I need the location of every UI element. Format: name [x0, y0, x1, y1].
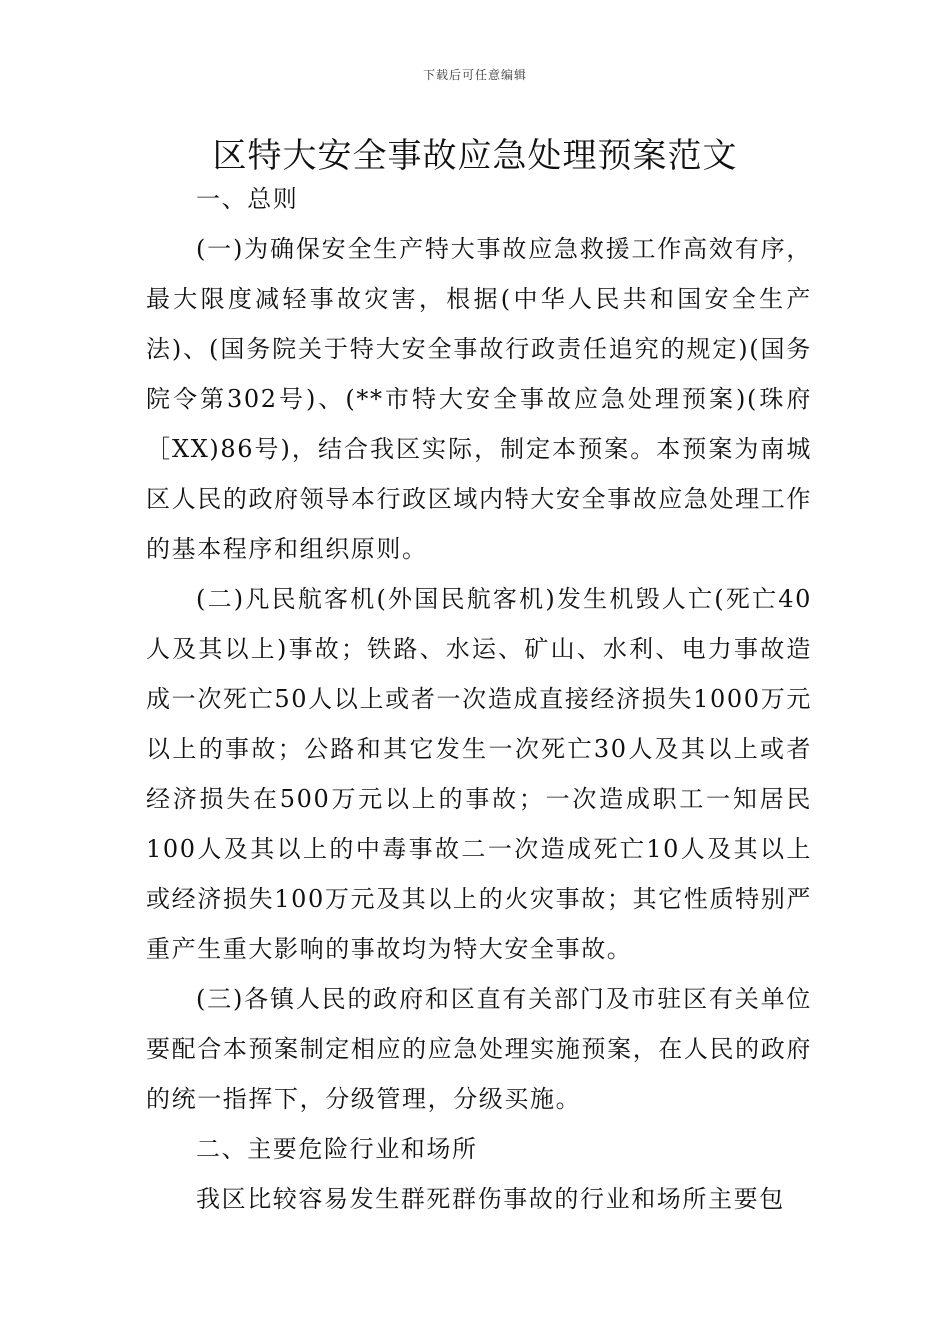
- paragraph-4: 我区比较容易发生群死群伤事故的行业和场所主要包: [196, 1185, 785, 1213]
- document-title: 区特大安全事故应急处理预案范文: [212, 136, 738, 176]
- paragraph-2: (二)凡民航客机(外国民航客机)发生机毁人亡(死亡40人及其以上)事故；铁路、水运、矿山、水利、电力事故造成一次死亡50人以上或者一次造成直接经济损失1000万元以上的事故；公路和其它发生一次死亡30人及其以上或者经济损失在500万元以上的事故；一次造成职工一知居民100人及其以上的中毒事故二一次造成死亡10人及其以上或经济损失100万元及其以上的火灾事故；其它性质特别严重产生重大影响的事故均为特大安全事故。: [146, 585, 812, 963]
- paragraph-3: (三)各镇人民的政府和区直有关部门及市驻区有关单位要配合本预案制定相应的应急处理实施预案，在人民的政府的统一指挥下，分级管理，分级买施。: [146, 985, 812, 1113]
- document-body: [146, 174, 812, 1224]
- header-note: 下载后可任意编辑: [422, 68, 527, 82]
- paragraph-1: (一)为确保安全生产特大事故应急救援工作高效有序，最大限度减轻事故灾害，根据(中华人民共和国安全生产法)、(国务院关于特大安全事故行政责任追究的规定)(国务院令第302号)、(**市特大安全事故应急处理预案)(珠府［XX)86号)，结合我区实际，制定本预案。本预案为南城区人民的政府领导本行政区域内特大安全事故应急处理工作的基本程序和组织原则。: [146, 235, 812, 563]
- section-heading-general: 一、总则: [196, 185, 299, 213]
- section-heading-hazards: 二、主要危险行业和场所: [196, 1135, 478, 1163]
